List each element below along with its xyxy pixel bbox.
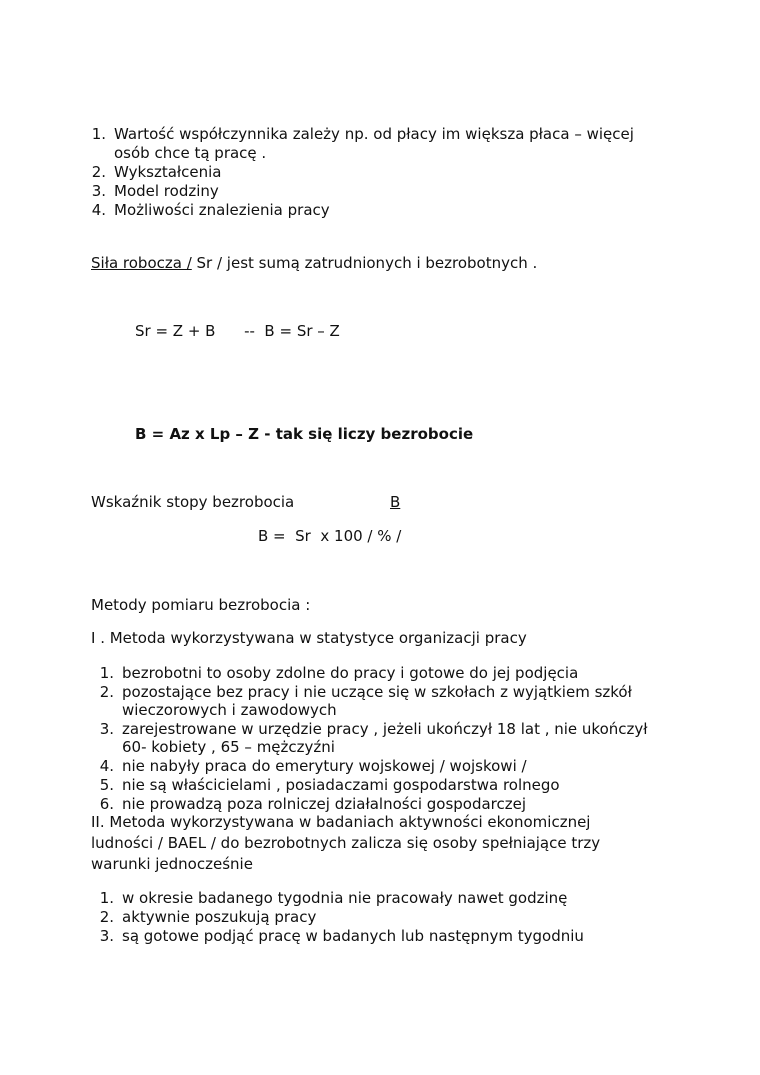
list-item-text: aktywnie poszukują pracy bbox=[122, 908, 317, 926]
list-item-text: bezrobotni to osoby zdolne do pracy i gotowe do jej podjęcia bbox=[122, 664, 579, 682]
list-item-text: Wykształcenia bbox=[114, 163, 222, 181]
indicator-label: Wskaźnik stopy bezrobocia bbox=[91, 493, 295, 511]
list-number: 4. bbox=[91, 201, 106, 219]
fraction-formula: B = Sr x 100 / % / bbox=[258, 527, 402, 545]
list-item-text: osób chce tą pracę . bbox=[114, 144, 267, 162]
list-number: 2. bbox=[91, 163, 106, 181]
list-item-text: Wartość współczynnika zależy np. od płacy im większa płaca – więcej bbox=[114, 125, 634, 143]
list-number: 1. bbox=[99, 889, 114, 907]
method-two-line: II. Metoda wykorzystywana w badaniach aktywności ekonomicznej bbox=[91, 813, 591, 831]
list-item-text: nie prowadzą poza rolniczej działalności gospodarczej bbox=[122, 795, 527, 813]
definition-text: Sr / jest sumą zatrudnionych i bezrobotnych . bbox=[191, 254, 538, 272]
list-number: 3. bbox=[99, 927, 114, 945]
list-number: 1. bbox=[99, 664, 114, 682]
list-item-text: zarejestrowane w urzędzie pracy , jeżeli ukończył 18 lat , nie ukończył bbox=[122, 720, 648, 738]
section-heading: Metody pomiaru bezrobocia : bbox=[91, 596, 311, 614]
list-number: 3. bbox=[99, 720, 114, 738]
formula-line: Sr = Z + B -- B = Sr – Z bbox=[135, 322, 340, 340]
list-number: 5. bbox=[99, 776, 114, 794]
method-one-heading: I . Metoda wykorzystywana w statystyce organizacji pracy bbox=[91, 629, 527, 647]
list-item-text: są gotowe podjąć pracę w badanych lub następnym tygodniu bbox=[122, 927, 584, 945]
list-item-text: pozostające bez pracy i nie uczące się w szkołach z wyjątkiem szkół bbox=[122, 683, 632, 701]
fraction-numerator: B bbox=[390, 493, 401, 511]
list-number: 3. bbox=[91, 182, 106, 200]
list-number: 6. bbox=[99, 795, 114, 813]
list-item-text: wieczorowych i zawodowych bbox=[122, 701, 337, 719]
list-item-text: w okresie badanego tygodnia nie pracowały nawet godzinę bbox=[122, 889, 568, 907]
list-item-text: nie nabyły praca do emerytury wojskowej / wojskowi / bbox=[122, 757, 527, 775]
definition-line bbox=[91, 254, 537, 273]
method-two-line: ludności / BAEL / do bezrobotnych zalicza się osoby spełniające trzy bbox=[91, 834, 601, 852]
list-item-text: nie są właścicielami , posiadaczami gospodarstwa rolnego bbox=[122, 776, 560, 794]
underlined-term: Siła robocza / bbox=[91, 254, 192, 272]
list-item-text: Możliwości znalezienia pracy bbox=[114, 201, 330, 219]
list-number: 2. bbox=[99, 908, 114, 926]
list-number: 4. bbox=[99, 757, 114, 775]
list-item-text: Model rodziny bbox=[114, 182, 219, 200]
method-two-line: warunki jednocześnie bbox=[91, 855, 253, 873]
list-number: 2. bbox=[99, 683, 114, 701]
formula-bold-line: B = Az x Lp – Z - tak się liczy bezrobocie bbox=[135, 425, 474, 443]
list-number: 1. bbox=[91, 125, 106, 143]
list-item-text: 60- kobiety , 65 – mężczyźni bbox=[122, 738, 335, 756]
